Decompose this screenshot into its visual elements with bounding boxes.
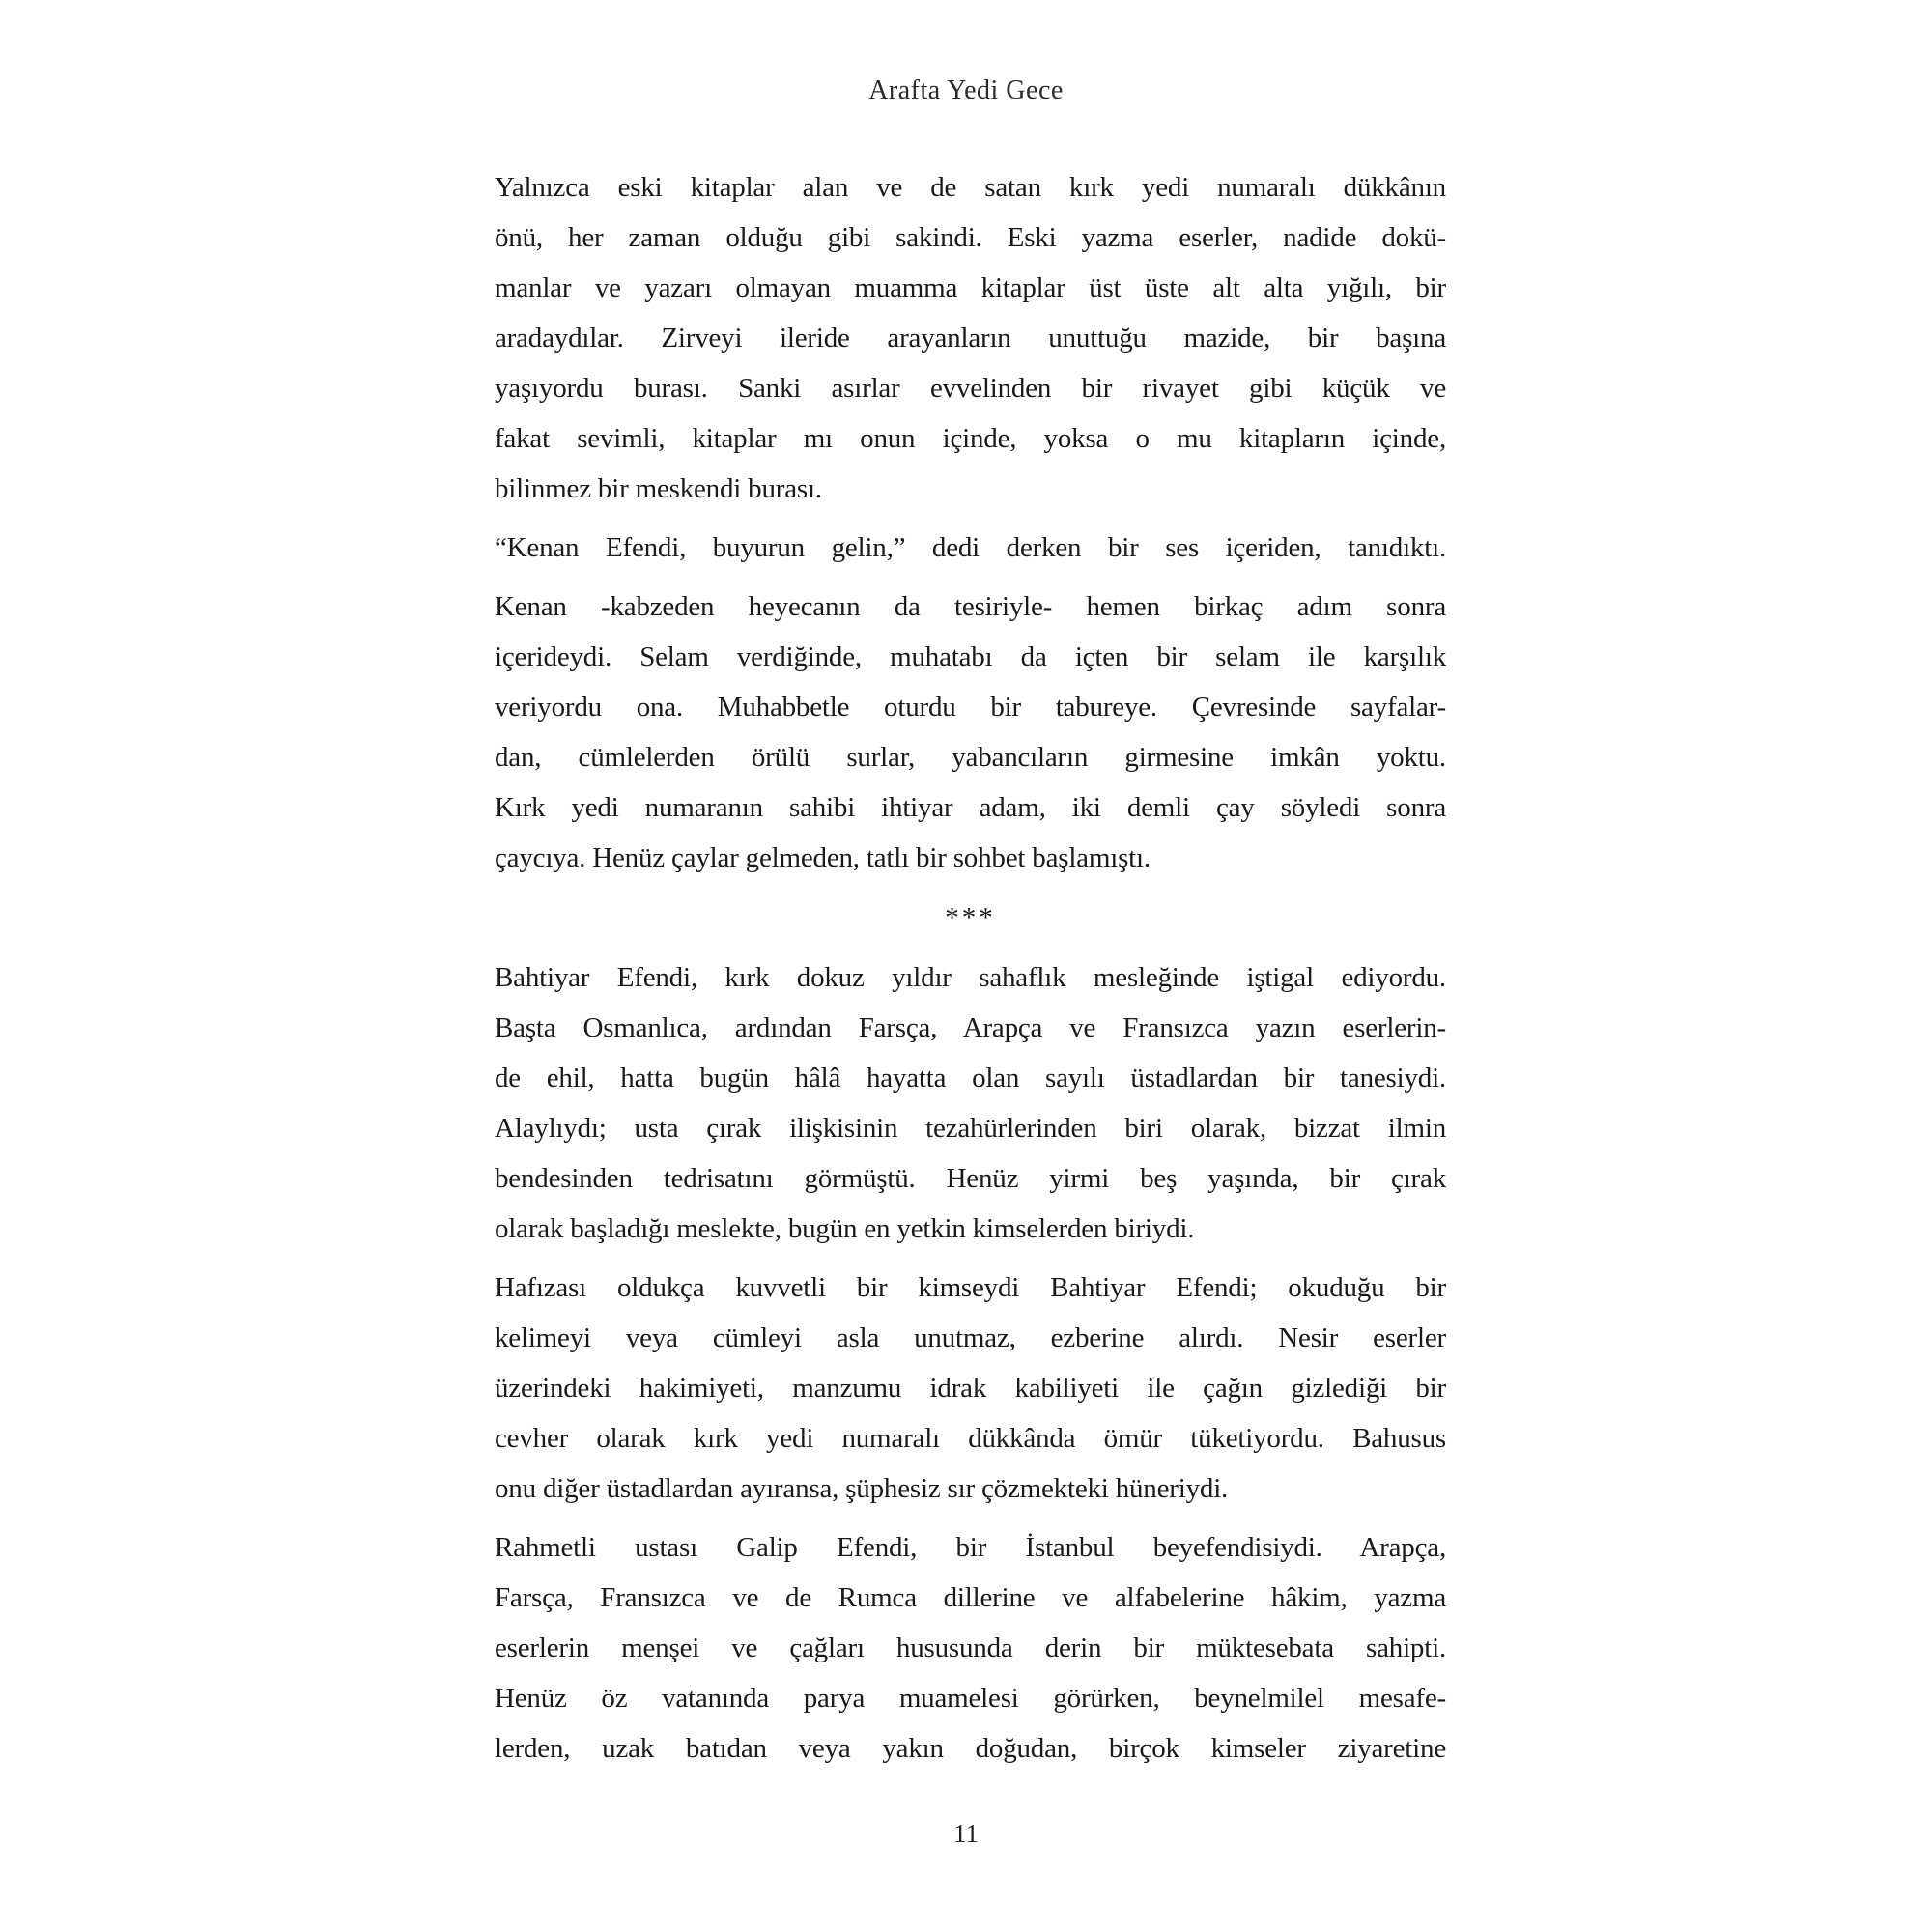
- text-line: lerden, uzak batıdan veya yakın doğudan, birçok kimseler ziyaretine: [495, 1733, 1446, 1764]
- text-line: çaycıya. Henüz çaylar gelmeden, tatlı bir sohbet başlamıştı.: [495, 842, 1151, 873]
- text-line: içerideydi. Selam verdiğinde, muhatabı da içten bir selam ile karşılık: [495, 641, 1446, 672]
- text-line: Kırk yedi numaranın sahibi ihtiyar adam, iki demli çay söyledi sonra: [495, 792, 1446, 823]
- text-line: Alaylıydı; usta çırak ilişkisinin tezahürlerinden biri olarak, bizzat ilmin: [495, 1113, 1446, 1144]
- text-line: Hafızası oldukça kuvvetli bir kimseydi Bahtiyar Efendi; okuduğu bir: [495, 1272, 1446, 1303]
- paragraph: [495, 952, 1446, 1254]
- text-line: olarak başladığı meslekte, bugün en yetkin kimselerden biriydi.: [495, 1213, 1195, 1244]
- paragraph: [495, 162, 1446, 514]
- text-line: aradaydılar. Zirveyi ileride arayanların unuttuğu mazide, bir başına: [495, 323, 1446, 354]
- text-line: Rahmetli ustası Galip Efendi, bir İstanbul beyefendisiydi. Arapça,: [495, 1532, 1446, 1563]
- paragraph: [495, 1263, 1446, 1514]
- text-line: kelimeyi veya cümleyi asla unutmaz, ezberine alırdı. Nesir eserler: [495, 1322, 1446, 1353]
- text-line: veriyordu ona. Muhabbetle oturdu bir tabureye. Çevresinde sayfalar-: [495, 692, 1446, 723]
- text-line: cevher olarak kırk yedi numaralı dükkânda ömür tüketiyordu. Bahusus: [495, 1423, 1446, 1454]
- text-line: Başta Osmanlıca, ardından Farsça, Arapça ve Fransızca yazın eserlerin-: [495, 1012, 1446, 1043]
- text-line: Yalnızca eski kitaplar alan ve de satan kırk yedi numaralı dükkânın: [495, 172, 1446, 203]
- text-line: bendesinden tedrisatını görmüştü. Henüz yirmi beş yaşında, bir çırak: [495, 1163, 1446, 1194]
- text-line: manlar ve yazarı olmayan muamma kitaplar üst üste alt alta yığılı, bir: [495, 272, 1446, 303]
- text-line: fakat sevimli, kitaplar mı onun içinde, yoksa o mu kitapların içinde,: [495, 423, 1446, 454]
- text-line: dan, cümlelerden örülü surlar, yabancıların girmesine imkân yoktu.: [495, 742, 1446, 773]
- running-header-title: Arafta Yedi Gece: [868, 75, 1064, 105]
- text-line: Bahtiyar Efendi, kırk dokuz yıldır sahaflık mesleğinde iştigal ediyordu.: [495, 962, 1446, 993]
- text-line: yaşıyordu burası. Sanki asırlar evvelinden bir rivayet gibi küçük ve: [495, 373, 1446, 404]
- paragraph: [495, 582, 1446, 883]
- text-line: üzerindeki hakimiyeti, manzumu idrak kabiliyeti ile çağın gizlediği bir: [495, 1373, 1446, 1404]
- page-number: 11: [953, 1819, 979, 1848]
- text-line: Kenan -kabzeden heyecanın da tesiriyle- hemen birkaç adım sonra: [495, 591, 1446, 622]
- text-line: önü, her zaman olduğu gibi sakindi. Eski yazma eserler, nadide dokü-: [495, 222, 1446, 253]
- paragraph: [495, 523, 1446, 573]
- text-line: de ehil, hatta bugün hâlâ hayatta olan sayılı üstadlardan bir tanesiydi.: [495, 1063, 1446, 1094]
- section-separator: ***: [945, 902, 996, 933]
- text-line: onu diğer üstadlardan ayıransa, şüphesiz sır çözmekteki hüneriydi.: [495, 1473, 1229, 1504]
- text-line: Farsça, Fransızca ve de Rumca dillerine ve alfabelerine hâkim, yazma: [495, 1582, 1446, 1613]
- text-line: Henüz öz vatanında parya muamelesi görürken, beynelmilel mesafe-: [495, 1683, 1446, 1714]
- paragraph: [495, 1522, 1446, 1774]
- text-line: eserlerin menşei ve çağları hususunda derin bir müktesebata sahipti.: [495, 1633, 1446, 1663]
- text-line: “Kenan Efendi, buyurun gelin,” dedi derken bir ses içeriden, tanıdıktı.: [495, 532, 1446, 563]
- text-line: bilinmez bir meskendi burası.: [495, 473, 822, 504]
- text-column: [495, 162, 1446, 1782]
